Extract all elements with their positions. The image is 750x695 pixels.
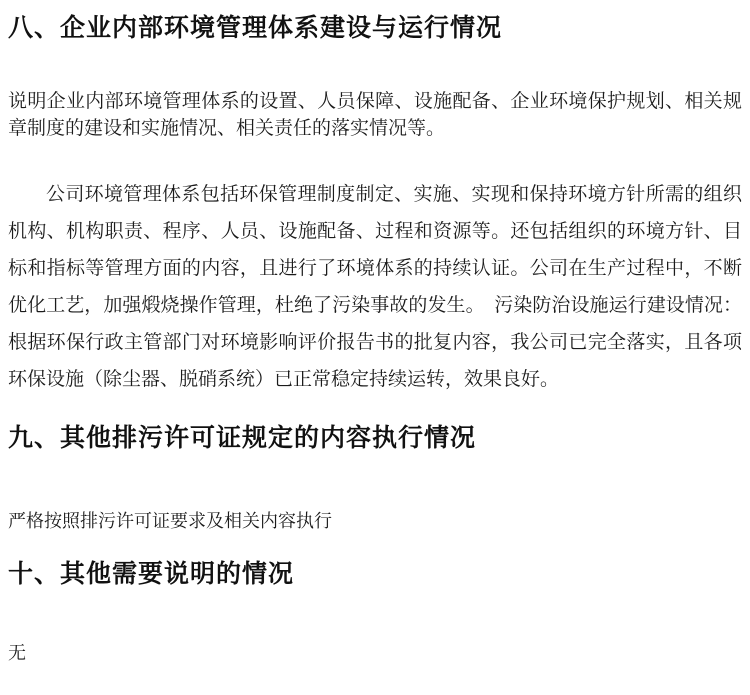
section-10-paragraph: 无 [8, 643, 26, 663]
section-9-heading: 九、其他排污许可证规定的内容执行情况 [8, 425, 477, 452]
section-10-heading: 十、其他需要说明的情况 [8, 561, 295, 588]
section-8-intro-paragraph: 说明企业内部环境管理体系的设置、人员保障、设施配备、企业环境保护规划、相关规章制度的建设和实施情况、相关责任的落实情况等。 [8, 91, 742, 139]
section-8-heading: 八、企业内部环境管理体系建设与运行情况 [8, 15, 503, 42]
section-9-paragraph: 严格按照排污许可证要求及相关内容执行 [8, 511, 332, 531]
section-8-body-paragraph: 公司环境管理体系包括环保管理制度制定、实施、实现和保持环境方针所需的组织机构、机构职责、程序、人员、设施配备、过程和资源等。还包括组织的环境方针、目标和指标等管理方面的内容，且进行了环境体系的持续认证。公司在生产过程中，不断优化工艺，加强煅烧操作管理，杜绝了污染事故的发生。 污染防治设施运行建设情况：根据环保行政主管部门对环境影响评价报告书的批复内容，我公司已完全落实，且各项环保设施（除尘器、脱硝系统）已正常稳定持续运转，效果良好。 [8, 184, 742, 390]
